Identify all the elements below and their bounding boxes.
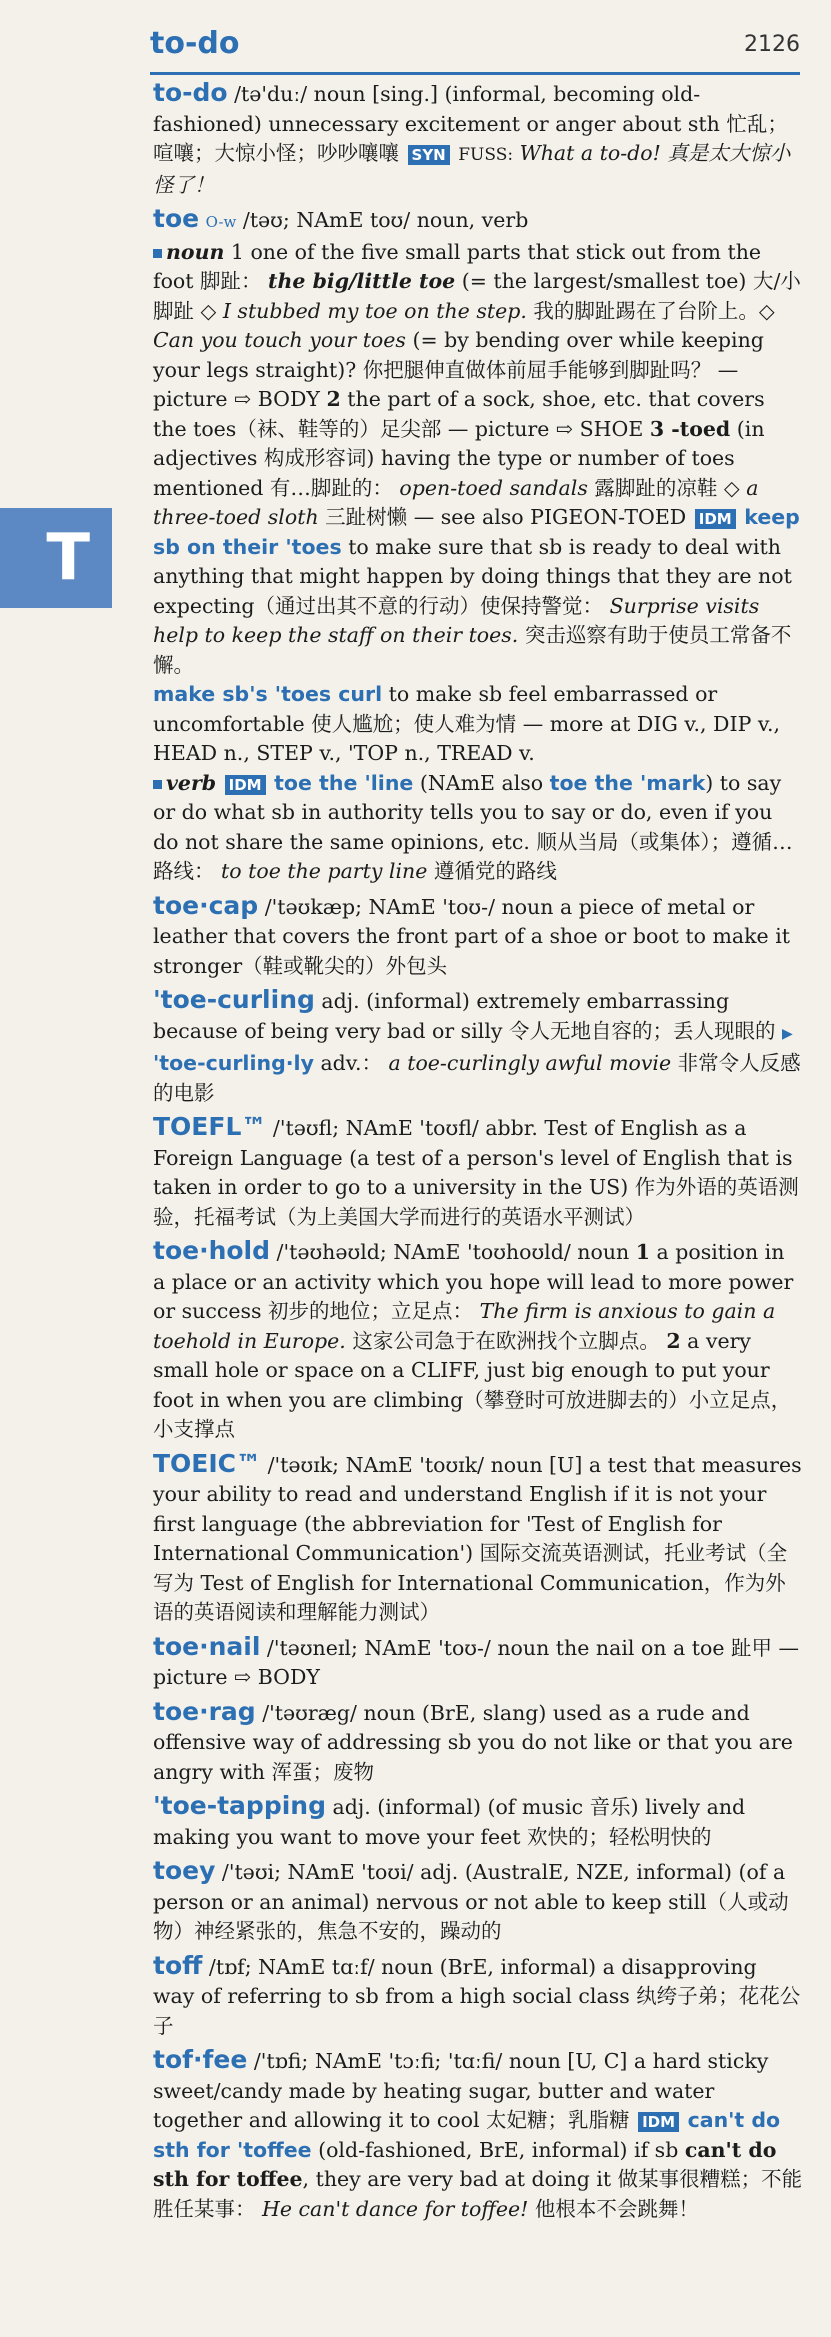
running-headword: to-do [150,26,240,61]
headword: toe [153,204,200,233]
headword: toe·cap [153,890,259,920]
sense-number: 1 [635,1240,651,1264]
sense-text: 露脚趾的凉鞋 ◇ [587,475,747,500]
definition: , they are very bad at doing it 做某事很糟糕；不能胜任某事： [153,2167,803,2221]
sense-text: 1 one of the five small parts that stick out from the foot 脚趾： [153,239,762,293]
pronunciation: /təʊ; NAmE toʊ/ noun, verb [236,208,529,232]
idiom: make sb's 'toes curl [153,682,383,706]
entry-toe [153,204,803,887]
sense-number: 3 -toed [649,416,731,441]
entry-toe-tapping [153,1791,803,1852]
page-number: 2126 [744,32,800,57]
example: a toe-curlingly awful movie [388,1051,672,1075]
example: Surprise visits help to keep the staff on their toes. [153,593,760,647]
derivative: 'toe-curling·ly [153,1051,314,1075]
idiom: toe the 'line [274,770,414,795]
sense-number: 2 [666,1328,681,1353]
sense-text: to make sure that sb is ready to deal with anything that might happen by doing things that they are not expecting（通过出其不意的行动）使保持警觉： [153,534,792,618]
noun-label: noun [166,239,225,264]
definition: 他根本不会跳舞！ [528,2196,699,2221]
example: I stubbed my toe on the step. [222,298,527,323]
sense-text: the part of a sock, shoe, etc. that covers the toes（袜、鞋等的）足尖部 — picture ⇨ SHOE [153,387,765,441]
entry-toff [153,1951,803,2042]
definition: a position in a place or an activity which you hope will lead to more power or success 初步的地位；立足点： [153,1240,794,1323]
example: The firm is anxious to gain a toehold in Europe. [153,1299,776,1353]
sense-text: (NAmE also [413,770,550,795]
definition: /tə'duː/ noun [sing.] (informal, becoming old-fashioned) unnecessary excitement or anger about sth 忙乱；喧嚷；大惊小怪；吵吵嚷嚷 [153,82,788,165]
headword: toe·hold [153,1236,271,1265]
definition: adj. (informal) (of music 音乐) lively and making you want to move your feet 欢快的；轻松明快的 [153,1795,746,1849]
key-icon: O-w [205,213,237,231]
idiom: can't do sth for 'toffee [153,2108,781,2162]
headword: 'toe-curling [153,985,315,1014]
sense-number: 2 [326,387,341,411]
example: the big/little toe [268,269,456,293]
example: to toe the party line [221,859,428,883]
definition: /'təʊkæp; NAmE 'toʊ-/ noun a piece of metal or leather that covers the front part of a shoe or boot to make it stronger（鞋或靴尖的）外包头 [153,894,791,978]
definition: 这家公司急于在欧洲找个立脚点。 [345,1328,667,1353]
headword: tof·fee [153,2045,248,2074]
sense-text: (= by bending over while keeping your legs straight)? 你把腿伸直做体前屈手能够到脚趾吗？ — picture ⇨ BODY [153,328,764,411]
headword: 'toe-tapping [153,1791,326,1820]
sense-text: 我的脚趾踢在了台阶上。◇ [526,298,775,323]
headword: toe·rag [153,1696,256,1726]
idiom-inline: can't do sth for toffee [153,2137,777,2191]
example: open-toed sandals [399,475,588,500]
definition: adv.： [313,1051,389,1075]
entry-toecap [153,891,803,982]
headword: toff [153,1950,203,1980]
entry-toeic [153,1449,803,1628]
headword: toey [153,1856,216,1885]
sense-text: (in adjectives 构成形容词) having the type or number of toes mentioned 有…脚趾的： [153,416,765,500]
synonym: FUSS: [458,145,514,165]
bullet-square-icon [153,780,162,789]
example: He can't dance for toffee! [262,2196,529,2221]
bullet-square-icon [153,249,162,258]
definition: adj. (informal) extremely embarrassing because of being very bad or silly 令人无地自容的；丢人现眼的 [153,989,782,1043]
idiom: toe the 'mark [549,770,706,795]
definition: /'təʊræg/ noun (BrE, slang) used as a rude and offensive way of addressing sb you do not like or that you are angry with 浑蛋；废物 [153,1700,793,1784]
definition: /tɒf; NAmE tɑːf/ noun (BrE, informal) a disapproving way of referring to sb from a high social class 纨绔子弟；花花公子 [153,1954,801,2038]
sense-text: to make sb feel embarrassed or uncomfortable 使人尴尬；使人难为情 — more at DIG v., DIP v., HEAD n., STEP v., 'TOP n., TREAD v. [153,682,781,765]
sense-text: 遵循党的路线 [427,859,557,883]
definition: 非常令人反感的电影 [153,1051,801,1105]
definition: /'təʊi; NAmE 'toʊi/ adj. (AustralE, NZE, informal) (of a person or an animal) nervous or not able to keep still（人或动物）神经紧张的，焦急不安的，躁动的 [153,1860,789,1943]
definition: /'təʊɪk; NAmE 'toʊɪk/ noun [U] a test that measures your ability to read and understand English if it is not your first language (the abbreviation for 'Test of English for International Communication') 国际交流英语测试，托业考试（全写为 Test of English for International Communication，作为外语的英语阅读和理解能力测试） [153,1452,802,1624]
entry-toe-curling [153,985,803,1108]
idiom: keep sb on their 'toes [153,505,800,559]
syn-badge: SYN [408,145,450,165]
headword: TOEFL™ [153,1112,267,1141]
idm-badge: IDM [638,2112,679,2132]
definition: (old-fashioned, BrE, informal) if sb [311,2137,685,2162]
triangle-icon: ▶ [781,1025,793,1042]
entry-to-do [153,78,803,200]
tab-letter: T [46,521,90,595]
example: What a to-do! 真是太大惊小怪了！ [153,141,791,197]
entries [153,78,803,2228]
entry-toehold [153,1236,803,1445]
idm-badge: IDM [695,509,736,529]
sense-text: 三趾树懒 — see also PIGEON-TOED [318,505,693,529]
definition: /'təʊhəʊld; NAmE 'toʊhoʊld/ noun [270,1240,636,1264]
sense-text: ) to say or do what sb in authority tells you to say or do, even if you do not share the same opinions, etc. 顺从当局（或集体）；遵循…路线： [153,770,793,883]
verb-label: verb [166,770,217,795]
definition: /'təʊneɪl; NAmE 'toʊ-/ noun the nail on a toe 趾甲 — picture ⇨ BODY [153,1635,799,1689]
sense-text: 突击巡察有助于使员工常备不懈。 [153,623,792,677]
definition: /'təʊfl; NAmE 'toʊfl/ abbr. Test of English as a Foreign Language (a test of a person's level of English that is taken in order to go to a university in the US) 作为外语的英语测验，托福考试（为上美国大学而进行的英语水平测试） [153,1116,799,1229]
definition: /'tɒfi; NAmE 'tɔːfi; 'tɑːfi/ noun [U, C] a hard sticky sweet/candy made by heating sugar, butter and water together and allowing it to cool 太妃糖；乳脂糖 [153,2049,769,2132]
headword: TOEIC™ [153,1448,262,1478]
sense-text: (= the largest/smallest toe) 大/小脚趾 ◇ [153,269,801,323]
headword: toe·nail [153,1631,261,1661]
entry-toffee [153,2045,803,2224]
page-header [150,20,800,75]
idm-badge: IDM [225,775,266,795]
entry-toenail [153,1632,803,1693]
example: Can you touch your toes [153,328,406,352]
definition: a very small hole or space on a CLIFF, just big enough to put your foot in when you are climbing（攀登时可放进脚去的）小立足点，小支撑点 [153,1328,792,1441]
entry-toefl [153,1112,803,1232]
entry-toey [153,1856,803,1947]
entry-toerag [153,1697,803,1788]
example: a three-toed sloth [153,475,759,529]
headword: to-do [153,78,228,107]
letter-tab [0,508,112,608]
